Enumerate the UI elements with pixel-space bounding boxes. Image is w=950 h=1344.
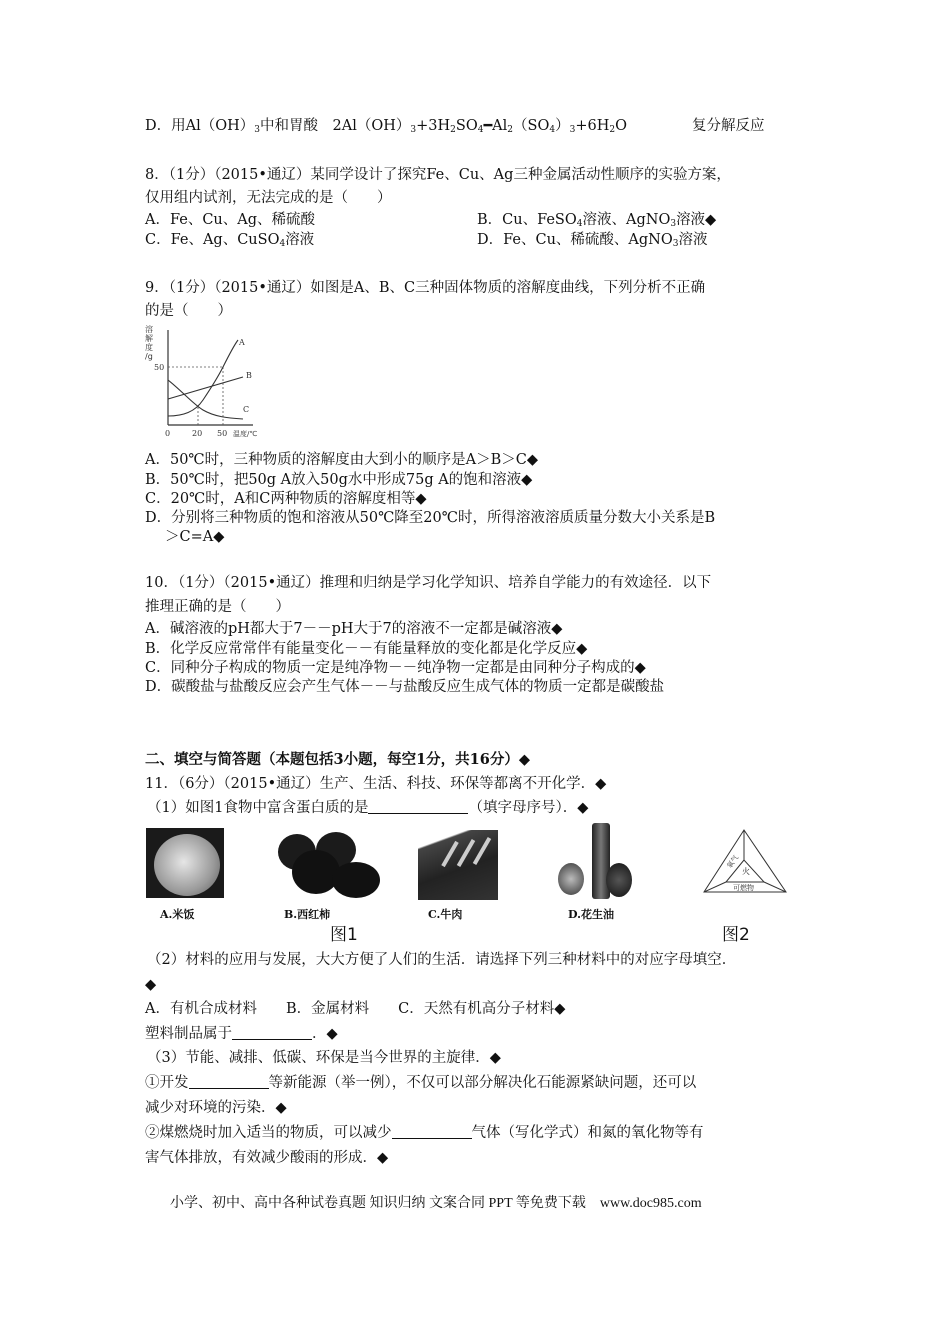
q10-option-d: D．碳酸盐与盐酸反应会产生气体－－与盐酸反应生成气体的物质一定都是碳酸盐: [145, 679, 665, 695]
q7-option-d: [145, 116, 627, 140]
svg-text:/g: /g: [145, 352, 153, 361]
subscript: 3: [569, 125, 576, 135]
fire-triangle-diagram: [700, 828, 790, 898]
footer-text: 小学、初中、高中各种试卷真题 知识归纳 文案合同 PPT 等免费下载 www.doc985.com: [170, 1196, 702, 1211]
q8-stem-line1: 8．（1分）（2015•通辽）某同学设计了探究Fe、Cu、Ag三种金属活动性顺序的实验方案，: [145, 167, 731, 183]
subscript: 4: [477, 125, 484, 135]
solubility-curve-graphic: [143, 322, 278, 442]
q10-stem-line1: 10．（1分）（2015•通辽）推理和归纳是学习化学知识、培养自学能力的有效途径．以下: [145, 575, 712, 591]
subscript: 2: [507, 125, 514, 135]
image-peanut-oil: [556, 823, 636, 901]
subscript: 3: [672, 239, 679, 249]
text: 溶液、AgNO: [582, 212, 671, 228]
section-heading: 二、填空与简答题（本题包括3小题，每空1分，共16分）◆: [145, 751, 531, 768]
subscript: 4: [549, 125, 556, 135]
image-tomato: [276, 828, 384, 898]
text: D．用Al（OH）: [145, 118, 255, 134]
caption-tomato: B.西红柿: [284, 908, 331, 921]
q9-option-a: A．50℃时，三种物质的溶解度由大到小的顺序是A＞B＞C◆: [145, 452, 539, 468]
q11-part2-line1: （2）材料的应用与发展，大大方便了人们的生活．请选择下列三种材料中的对应字母填空．: [147, 952, 737, 968]
text: D．Fe、Cu、稀硫酸、AgNO: [477, 232, 673, 248]
q8-option-d: [477, 230, 707, 254]
svg-text:20: 20: [192, 429, 203, 438]
q11-stem: 11．（6分）（2015•通辽）生产、生活、科技、环保等都离不开化学．◆: [145, 776, 607, 792]
svg-text:可燃物: 可燃物: [733, 884, 754, 892]
svg-text:温度/℃: 温度/℃: [233, 430, 258, 438]
answer-blank[interactable]: [232, 1025, 312, 1040]
subscript: 2: [450, 125, 456, 135]
svg-text:C: C: [243, 405, 250, 414]
text: （填字母序号）．◆: [468, 800, 589, 816]
text: B．Cu、FeSO: [477, 212, 577, 228]
answer-blank[interactable]: [189, 1074, 269, 1089]
subscript: 3: [254, 125, 261, 135]
q8-stem-line2: 仅用组内试剂，无法完成的是（ ）: [145, 190, 392, 206]
svg-text:溶: 溶: [145, 325, 153, 334]
text: ．◆: [312, 1026, 338, 1042]
text: ━Al: [483, 118, 508, 134]
subscript: 4: [576, 219, 583, 229]
reaction-type: 复分解反应: [692, 118, 765, 134]
text: 等新能源（举一例），不仅可以部分解决化石能源紧缺问题，还可以: [268, 1075, 697, 1091]
q9-option-d-cont: ＞C=A◆: [165, 529, 225, 545]
q11-part3-a: [145, 1073, 696, 1093]
svg-text:50: 50: [154, 363, 165, 372]
svg-text:解: 解: [145, 334, 153, 343]
text: 溶液: [678, 232, 708, 248]
q11-part2-options: A．有机合成材料 B．金属材料 C．天然有机高分子材料◆: [145, 1001, 566, 1017]
image-beef: [418, 830, 498, 900]
svg-text:度: 度: [145, 343, 153, 352]
text: 塑料制品属于: [145, 1026, 232, 1042]
q8-option-a: A．Fe、Cu、Ag、稀硫酸: [145, 212, 316, 228]
subscript: 4: [279, 239, 286, 249]
text: （SO: [513, 118, 550, 134]
q11-part3-b: [145, 1123, 704, 1143]
text: +6H: [575, 118, 610, 134]
q11-part3-a-cont: 减少对环境的污染．◆: [145, 1100, 287, 1116]
q9-option-b: B．50℃时，把50g A放入50g水中形成75g A的饱和溶液◆: [145, 472, 533, 488]
q11-part2-line2: ◆: [145, 977, 157, 993]
text: 溶液◆: [676, 212, 717, 228]
subscript: 3: [670, 219, 677, 229]
q10-option-a: A．碱溶液的pH都大于7－－pH大于7的溶液不一定都是碱溶液◆: [145, 621, 563, 637]
svg-text:火: 火: [742, 867, 750, 876]
text: SO: [455, 118, 478, 134]
figure1-label: 图1: [330, 925, 358, 945]
q11-part2-question: [145, 1024, 338, 1044]
q9-option-d: D．分别将三种物质的饱和溶液从50℃降至20℃时，所得溶液溶质质量分数大小关系是B: [145, 510, 716, 526]
text: （1）如图1食物中富含蛋白质的是: [147, 800, 369, 816]
svg-text:B: B: [246, 371, 252, 380]
subscript: 3: [410, 125, 417, 135]
text: 中和胃酸 2Al（OH）: [260, 118, 411, 134]
caption-beef: C.牛肉: [428, 908, 463, 921]
figure2-label: 图2: [722, 925, 750, 945]
subscript: 2: [609, 125, 616, 135]
q9-stem-line2: 的是（ ）: [145, 303, 232, 319]
q9-option-c: C．20℃时，A和C两种物质的溶解度相等◆: [145, 491, 427, 507]
text: O: [615, 118, 627, 134]
svg-text:50: 50: [217, 429, 228, 438]
q10-option-b: B．化学反应常常伴有能量变化－－有能量释放的变化都是化学反应◆: [145, 641, 588, 657]
text: ②煤燃烧时加入适当的物质，可以减少: [145, 1125, 392, 1141]
q11-part3-b-cont: 害气体排放，有效减少酸雨的形成．◆: [145, 1150, 389, 1166]
text: 溶液: [285, 232, 315, 248]
caption-peanut-oil: D.花生油: [568, 908, 614, 921]
svg-text:A: A: [239, 338, 245, 347]
answer-blank[interactable]: [392, 1124, 472, 1139]
q10-option-c: C．同种分子构成的物质一定是纯净物－－纯净物一定都是由同种分子构成的◆: [145, 660, 646, 676]
q9-stem-line1: 9．（1分）（2015•通辽）如图是A、B、C三种固体物质的溶解度曲线，下列分析不正确: [145, 280, 706, 296]
q11-part1: [147, 798, 588, 818]
text: C．Fe、Ag、CuSO: [145, 232, 280, 248]
svg-text:氧气: 氧气: [725, 853, 741, 870]
answer-blank[interactable]: [368, 799, 468, 814]
caption-rice: A.米饭: [160, 908, 195, 921]
text: ）: [555, 118, 570, 134]
q8-option-c: [145, 230, 314, 254]
q11-part3-line1: （3）节能、减排、低碳、环保是当今世界的主旋律．◆: [147, 1050, 501, 1066]
text: +3H: [416, 118, 451, 134]
solubility-chart: [143, 322, 278, 442]
q10-stem-line2: 推理正确的是（ ）: [145, 599, 290, 615]
text: ①开发: [145, 1075, 189, 1091]
svg-text:0: 0: [165, 429, 171, 438]
image-rice: [146, 828, 224, 898]
text: 气体（写化学式）和氮的氧化物等有: [471, 1125, 704, 1141]
